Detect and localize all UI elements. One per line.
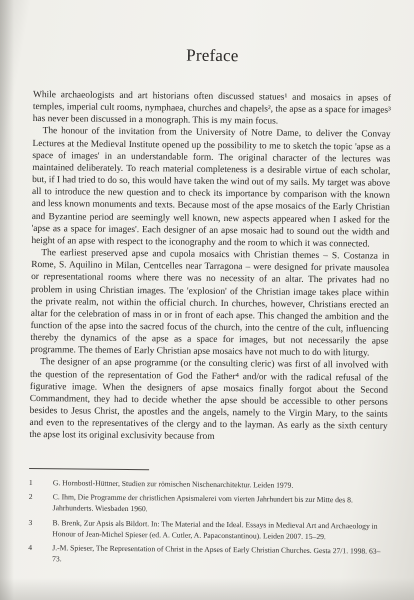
page-gutter-shadow [0, 0, 14, 600]
footnote-number: 4 [28, 542, 33, 553]
footnote [29, 477, 387, 492]
page-content [28, 0, 392, 564]
footnote-number: 2 [28, 492, 33, 502]
footnote-text: J.-M. Spieser, The Representation of Christ in the Apses of Early Christian Churches. Gesta 27/1. 1998. 63–73. [52, 543, 381, 564]
page-title: Preface [186, 45, 239, 66]
footnote-text: G. Hornbostl-Hüttner, Studien zur römischen Nischenarchitektur. Leiden 1979. [52, 478, 294, 490]
footnotes [28, 477, 387, 571]
paragraph-1: While archaeologists and art historians often discussed statues¹ and mosaics in apses of temples, imperial cult rooms, nymphaea, churches and chapels², the apse as a space for images³ has never been discussed in a monograph. This is my main focus. [32, 89, 392, 127]
footnote-number: 3 [28, 517, 33, 527]
paragraph-2: The honour of the invitation from the University of Notre Dame, to deliver the Convay Lectures at the Medieval Institute opened up the possibility to me to sketch the topic 'apse as a space of images' in an understandable form. The original character of the lectures was maintained deliberately. To reach material completeness is a desirable virtue of each scholar, but, if I had tried to do so, this would have taken the wind out of my sails. My target was above all to introduce the new question and to check its importance by comparison with the known and less known monuments and texts. Because most of the apse mosaics of the Early Christian and Byzantine period are seemingly well known, new aspects appeared when I asked for the 'apse as a space for images'. Each designer of an apse mosaic had to sound out the width and height of an apse with respect to the iconography and the room to which it was connected. [31, 126, 391, 250]
paragraph-4: The designer of an apse programme (or the consulting cleric) was first of all involved with the question of the representation of God the Father⁴ and/or with the radical refusal of the figurative image. When the designers of apse mosaics finally forgot about the Second Commandment, they had to decide whether the apse should be accessible to other persons besides to Jesus Christ, the apostles and the angels, namely to the Virgin Mary, to the saints and even to the representatives of the clergy and to the layman. As early as the sixth century the apse lost its original exclusivity because from [29, 357, 389, 443]
footnote [29, 491, 387, 517]
footnote-number: 1 [28, 477, 33, 488]
footnote-divider [29, 468, 149, 470]
footnote-text: C. Ihm, Die Programme der christlichen Apsismalerei vom vierten Jahrhundert bis zur Mitte des 8. Jahrhunderts. Wiesbaden 1960. [52, 492, 353, 514]
footnote [28, 517, 386, 543]
footnote-text: B. Brenk, Zur Apsis als Bildort. In: The Material and the Ideal. Essays in Medieval Art and Archaeology in Honour of Jean-Michel Spieser (ed. A. Cutler, A. Papaconstantinou). Leiden 2007. 15–29. [52, 517, 378, 541]
page-bottom-shadow [0, 578, 414, 600]
paragraph-3: The earliest preserved apse and cupola mosaics with Christian themes – S. Costanza in Rome, S. Aquilino in Milan, Centcelles near Tarragona – were designed for private mausolea or representational rooms where there was no necessity of an altar. The privates had no problem in using Christian images. The 'explosion' of the Christian image takes place within the private realm, not within the official church. In churches, however, Christians erected an altar for the celebration of mass in or in front of each apse. This changed the ambition and the function of the apse into the sacred focus of the church, into the centre of the cult, influencing thereby the dynamics of the apse as a space for images, but not necessarily the apse programme. The themes of Early Christian apse mosaics have not much to do with liturgy. [30, 248, 390, 359]
footnote [28, 542, 386, 568]
body-text [29, 89, 391, 445]
